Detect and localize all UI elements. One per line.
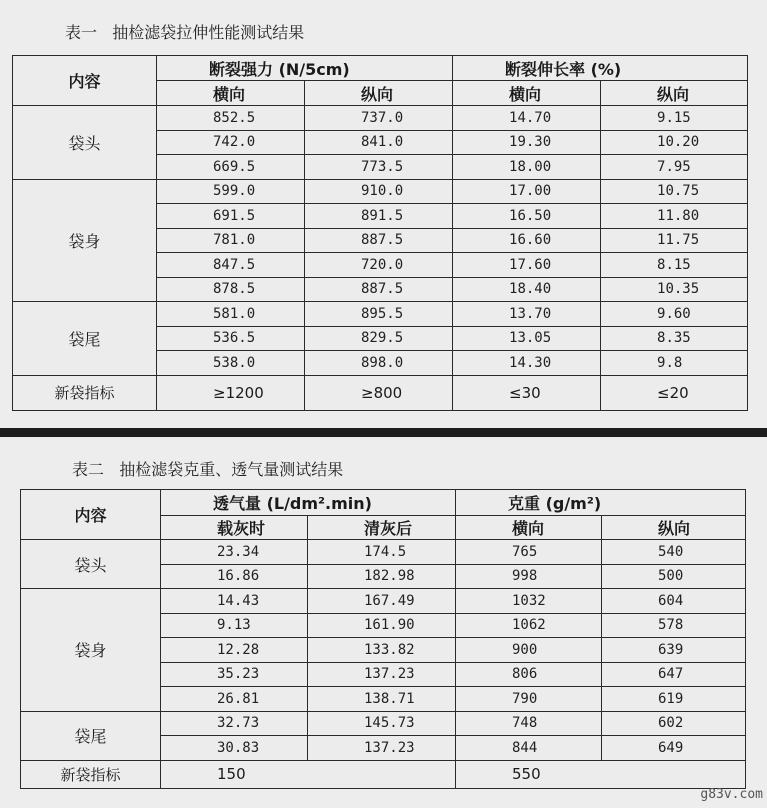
data-cell: 742.0 [157, 130, 305, 155]
data-cell: 145.73 [308, 711, 456, 736]
data-cell: 647 [602, 662, 746, 687]
data-cell: 604 [602, 589, 746, 614]
header-content: 内容 [21, 490, 161, 540]
data-cell: 161.90 [308, 613, 456, 638]
subheader-after-cleaning: 清灰后 [308, 516, 456, 540]
data-cell: 748 [456, 711, 602, 736]
data-cell: 891.5 [305, 204, 453, 229]
header-weight: 克重 (g/m²) [456, 490, 746, 516]
data-cell: 19.30 [453, 130, 601, 155]
data-cell: 500 [602, 564, 746, 589]
data-cell: 669.5 [157, 155, 305, 180]
subheader-longitudinal: 纵向 [602, 516, 746, 540]
footer-value: ≥800 [305, 375, 453, 410]
data-cell: 844 [456, 736, 602, 761]
data-cell: 765 [456, 540, 602, 565]
data-cell: 806 [456, 662, 602, 687]
data-cell: 536.5 [157, 326, 305, 351]
data-cell: 781.0 [157, 228, 305, 253]
data-cell: 11.75 [601, 228, 748, 253]
data-cell: 17.60 [453, 253, 601, 278]
data-cell: 619 [602, 687, 746, 712]
weight-permeability-table [20, 489, 746, 789]
group-label: 袋尾 [21, 711, 161, 760]
data-cell: 538.0 [157, 351, 305, 376]
data-cell: 847.5 [157, 253, 305, 278]
table-row [13, 106, 748, 131]
data-cell: 16.50 [453, 204, 601, 229]
table-row [21, 711, 746, 736]
data-cell: 14.30 [453, 351, 601, 376]
data-cell: 773.5 [305, 155, 453, 180]
data-cell: 167.49 [308, 589, 456, 614]
data-cell: 7.95 [601, 155, 748, 180]
data-cell: 649 [602, 736, 746, 761]
data-cell: 599.0 [157, 179, 305, 204]
data-cell: 30.83 [161, 736, 308, 761]
group-label: 袋尾 [13, 302, 157, 376]
footer-label: 新袋指标 [13, 375, 157, 410]
data-cell: 9.15 [601, 106, 748, 131]
data-cell: 10.35 [601, 277, 748, 302]
data-cell: 13.70 [453, 302, 601, 327]
data-cell: 10.20 [601, 130, 748, 155]
footer-label: 新袋指标 [21, 760, 161, 788]
data-cell: 26.81 [161, 687, 308, 712]
data-cell: 895.5 [305, 302, 453, 327]
data-cell: 9.60 [601, 302, 748, 327]
data-cell: 8.15 [601, 253, 748, 278]
table-row [21, 589, 746, 614]
data-cell: 910.0 [305, 179, 453, 204]
data-cell: 182.98 [308, 564, 456, 589]
data-cell: 18.40 [453, 277, 601, 302]
footer-permeability: 150 [161, 760, 456, 788]
data-cell: 900 [456, 638, 602, 663]
data-cell: 581.0 [157, 302, 305, 327]
subheader-transverse: 横向 [453, 81, 601, 106]
data-cell: 137.23 [308, 736, 456, 761]
data-cell: 1032 [456, 589, 602, 614]
footer-value: ≥1200 [157, 375, 305, 410]
data-cell: 16.60 [453, 228, 601, 253]
data-cell: 691.5 [157, 204, 305, 229]
data-cell: 137.23 [308, 662, 456, 687]
footer-weight: 550 [456, 760, 746, 788]
data-cell: 13.05 [453, 326, 601, 351]
data-cell: 852.5 [157, 106, 305, 131]
footer-row [21, 760, 746, 788]
data-cell: 9.13 [161, 613, 308, 638]
data-cell: 887.5 [305, 228, 453, 253]
data-cell: 841.0 [305, 130, 453, 155]
footer-value: ≤20 [601, 375, 748, 410]
data-cell: 1062 [456, 613, 602, 638]
data-cell: 737.0 [305, 106, 453, 131]
subheader-dust-loaded: 载灰时 [161, 516, 308, 540]
tensile-test-table [12, 55, 748, 411]
data-cell: 138.71 [308, 687, 456, 712]
table1-caption: 表一 抽检滤袋拉伸性能测试结果 [65, 23, 305, 42]
subheader-transverse: 横向 [456, 516, 602, 540]
data-cell: 14.43 [161, 589, 308, 614]
subheader-longitudinal: 纵向 [305, 81, 453, 106]
data-cell: 602 [602, 711, 746, 736]
data-cell: 14.70 [453, 106, 601, 131]
data-cell: 887.5 [305, 277, 453, 302]
data-cell: 639 [602, 638, 746, 663]
data-cell: 16.86 [161, 564, 308, 589]
data-cell: 18.00 [453, 155, 601, 180]
data-cell: 10.75 [601, 179, 748, 204]
data-cell: 540 [602, 540, 746, 565]
data-cell: 35.23 [161, 662, 308, 687]
table-row [21, 540, 746, 565]
data-cell: 17.00 [453, 179, 601, 204]
header-breaking-strength: 断裂强力 (N/5cm) [157, 56, 453, 81]
data-cell: 8.35 [601, 326, 748, 351]
data-cell: 998 [456, 564, 602, 589]
data-cell: 12.28 [161, 638, 308, 663]
table-row [13, 179, 748, 204]
header-elongation: 断裂伸长率 (%) [453, 56, 748, 81]
data-cell: 720.0 [305, 253, 453, 278]
data-cell: 578 [602, 613, 746, 638]
data-cell: 11.80 [601, 204, 748, 229]
watermark: g83v.com [700, 787, 763, 802]
table2-caption: 表二 抽检滤袋克重、透气量测试结果 [72, 460, 344, 479]
data-cell: 829.5 [305, 326, 453, 351]
data-cell: 174.5 [308, 540, 456, 565]
section-divider [0, 428, 767, 437]
footer-value: ≤30 [453, 375, 601, 410]
group-label: 袋头 [21, 540, 161, 589]
table-row [13, 302, 748, 327]
data-cell: 9.8 [601, 351, 748, 376]
header-permeability: 透气量 (L/dm².min) [161, 490, 456, 516]
table2-panel [0, 437, 767, 808]
subheader-transverse: 横向 [157, 81, 305, 106]
data-cell: 23.34 [161, 540, 308, 565]
data-cell: 32.73 [161, 711, 308, 736]
data-cell: 790 [456, 687, 602, 712]
data-cell: 878.5 [157, 277, 305, 302]
header-content: 内容 [13, 56, 157, 106]
data-cell: 898.0 [305, 351, 453, 376]
group-label: 袋身 [13, 179, 157, 302]
group-label: 袋身 [21, 589, 161, 712]
footer-row [13, 375, 748, 410]
group-label: 袋头 [13, 106, 157, 180]
subheader-longitudinal: 纵向 [601, 81, 748, 106]
data-cell: 133.82 [308, 638, 456, 663]
